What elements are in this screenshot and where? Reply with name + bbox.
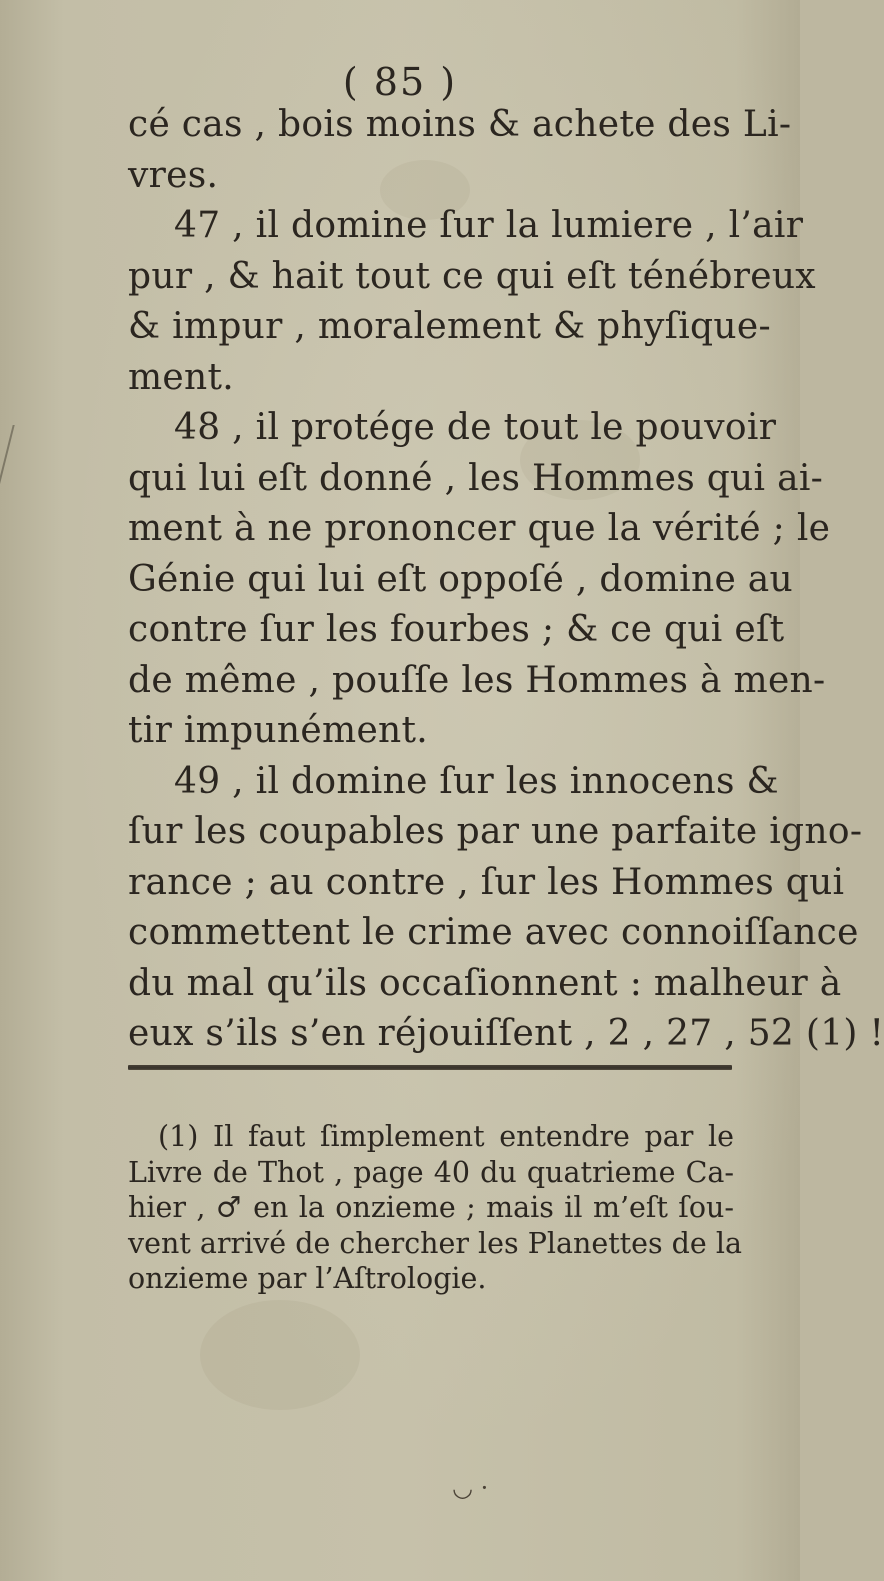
text-line: 49 , il domine ſur les innocens &	[174, 760, 779, 802]
text-line: du mal qu’ils occaſionnent : malheur à	[128, 962, 842, 1004]
text-line: rance ; au contre , ſur les Hommes qui	[128, 861, 845, 903]
footnote-line: onzieme par l’Aſtrologie.	[128, 1262, 487, 1295]
text-line: ſur les coupables par une parfaite igno-	[128, 811, 863, 852]
text-line: pur , & hait tout ce qui eſt ténébreux	[128, 255, 816, 297]
footnote	[128, 1119, 742, 1297]
text-line: tir impunément.	[128, 710, 429, 751]
text-line: & impur , moralement & phyſique-	[128, 306, 771, 347]
page-number: ( 85 )	[342, 60, 458, 104]
text-line: qui lui eſt donné , les Hommes qui ai-	[128, 457, 824, 499]
signature-mark: ◡ ·	[452, 1474, 489, 1502]
footnote-separator-rule	[128, 1065, 732, 1070]
text-line: ment à ne prononcer que la vérité ; le	[128, 508, 831, 549]
footnote-line: Livre de Thot , page 40 du quatrieme Ca-	[128, 1155, 734, 1189]
text-line: Génie qui lui eſt oppoſé , domine au	[128, 558, 794, 600]
footnote-line: hier , ♂ en la onzieme ; mais il m’eſt ſou-	[128, 1191, 734, 1224]
text-line: 48 , il protége de tout le pouvoir	[174, 407, 777, 448]
text-line: commettent le crime avec connoiſſance	[128, 912, 859, 953]
footnote-line: (1) Il faut ſimplement entendre par le	[158, 1120, 734, 1153]
text-line: 47 , il domine ſur la lumiere , l’air	[174, 205, 804, 246]
text-line: cé cas , bois moins & achete des Li-	[128, 104, 792, 145]
main-text	[128, 100, 884, 1060]
text-line: eux s’ils s’en réjouiſſent , 2 , 27 , 52 (1) !	[128, 1013, 884, 1054]
text-line: vres.	[128, 154, 219, 196]
paper-stain	[200, 1300, 360, 1410]
footnote-line: vent arrivé de chercher les Planettes de la	[128, 1226, 742, 1260]
text-line: de même , pouſſe les Hommes à men-	[128, 659, 826, 701]
text-line: contre ſur les fourbes ; & ce qui eſt	[128, 609, 785, 650]
text-line: ment.	[128, 356, 235, 398]
margin-mark	[0, 425, 27, 495]
